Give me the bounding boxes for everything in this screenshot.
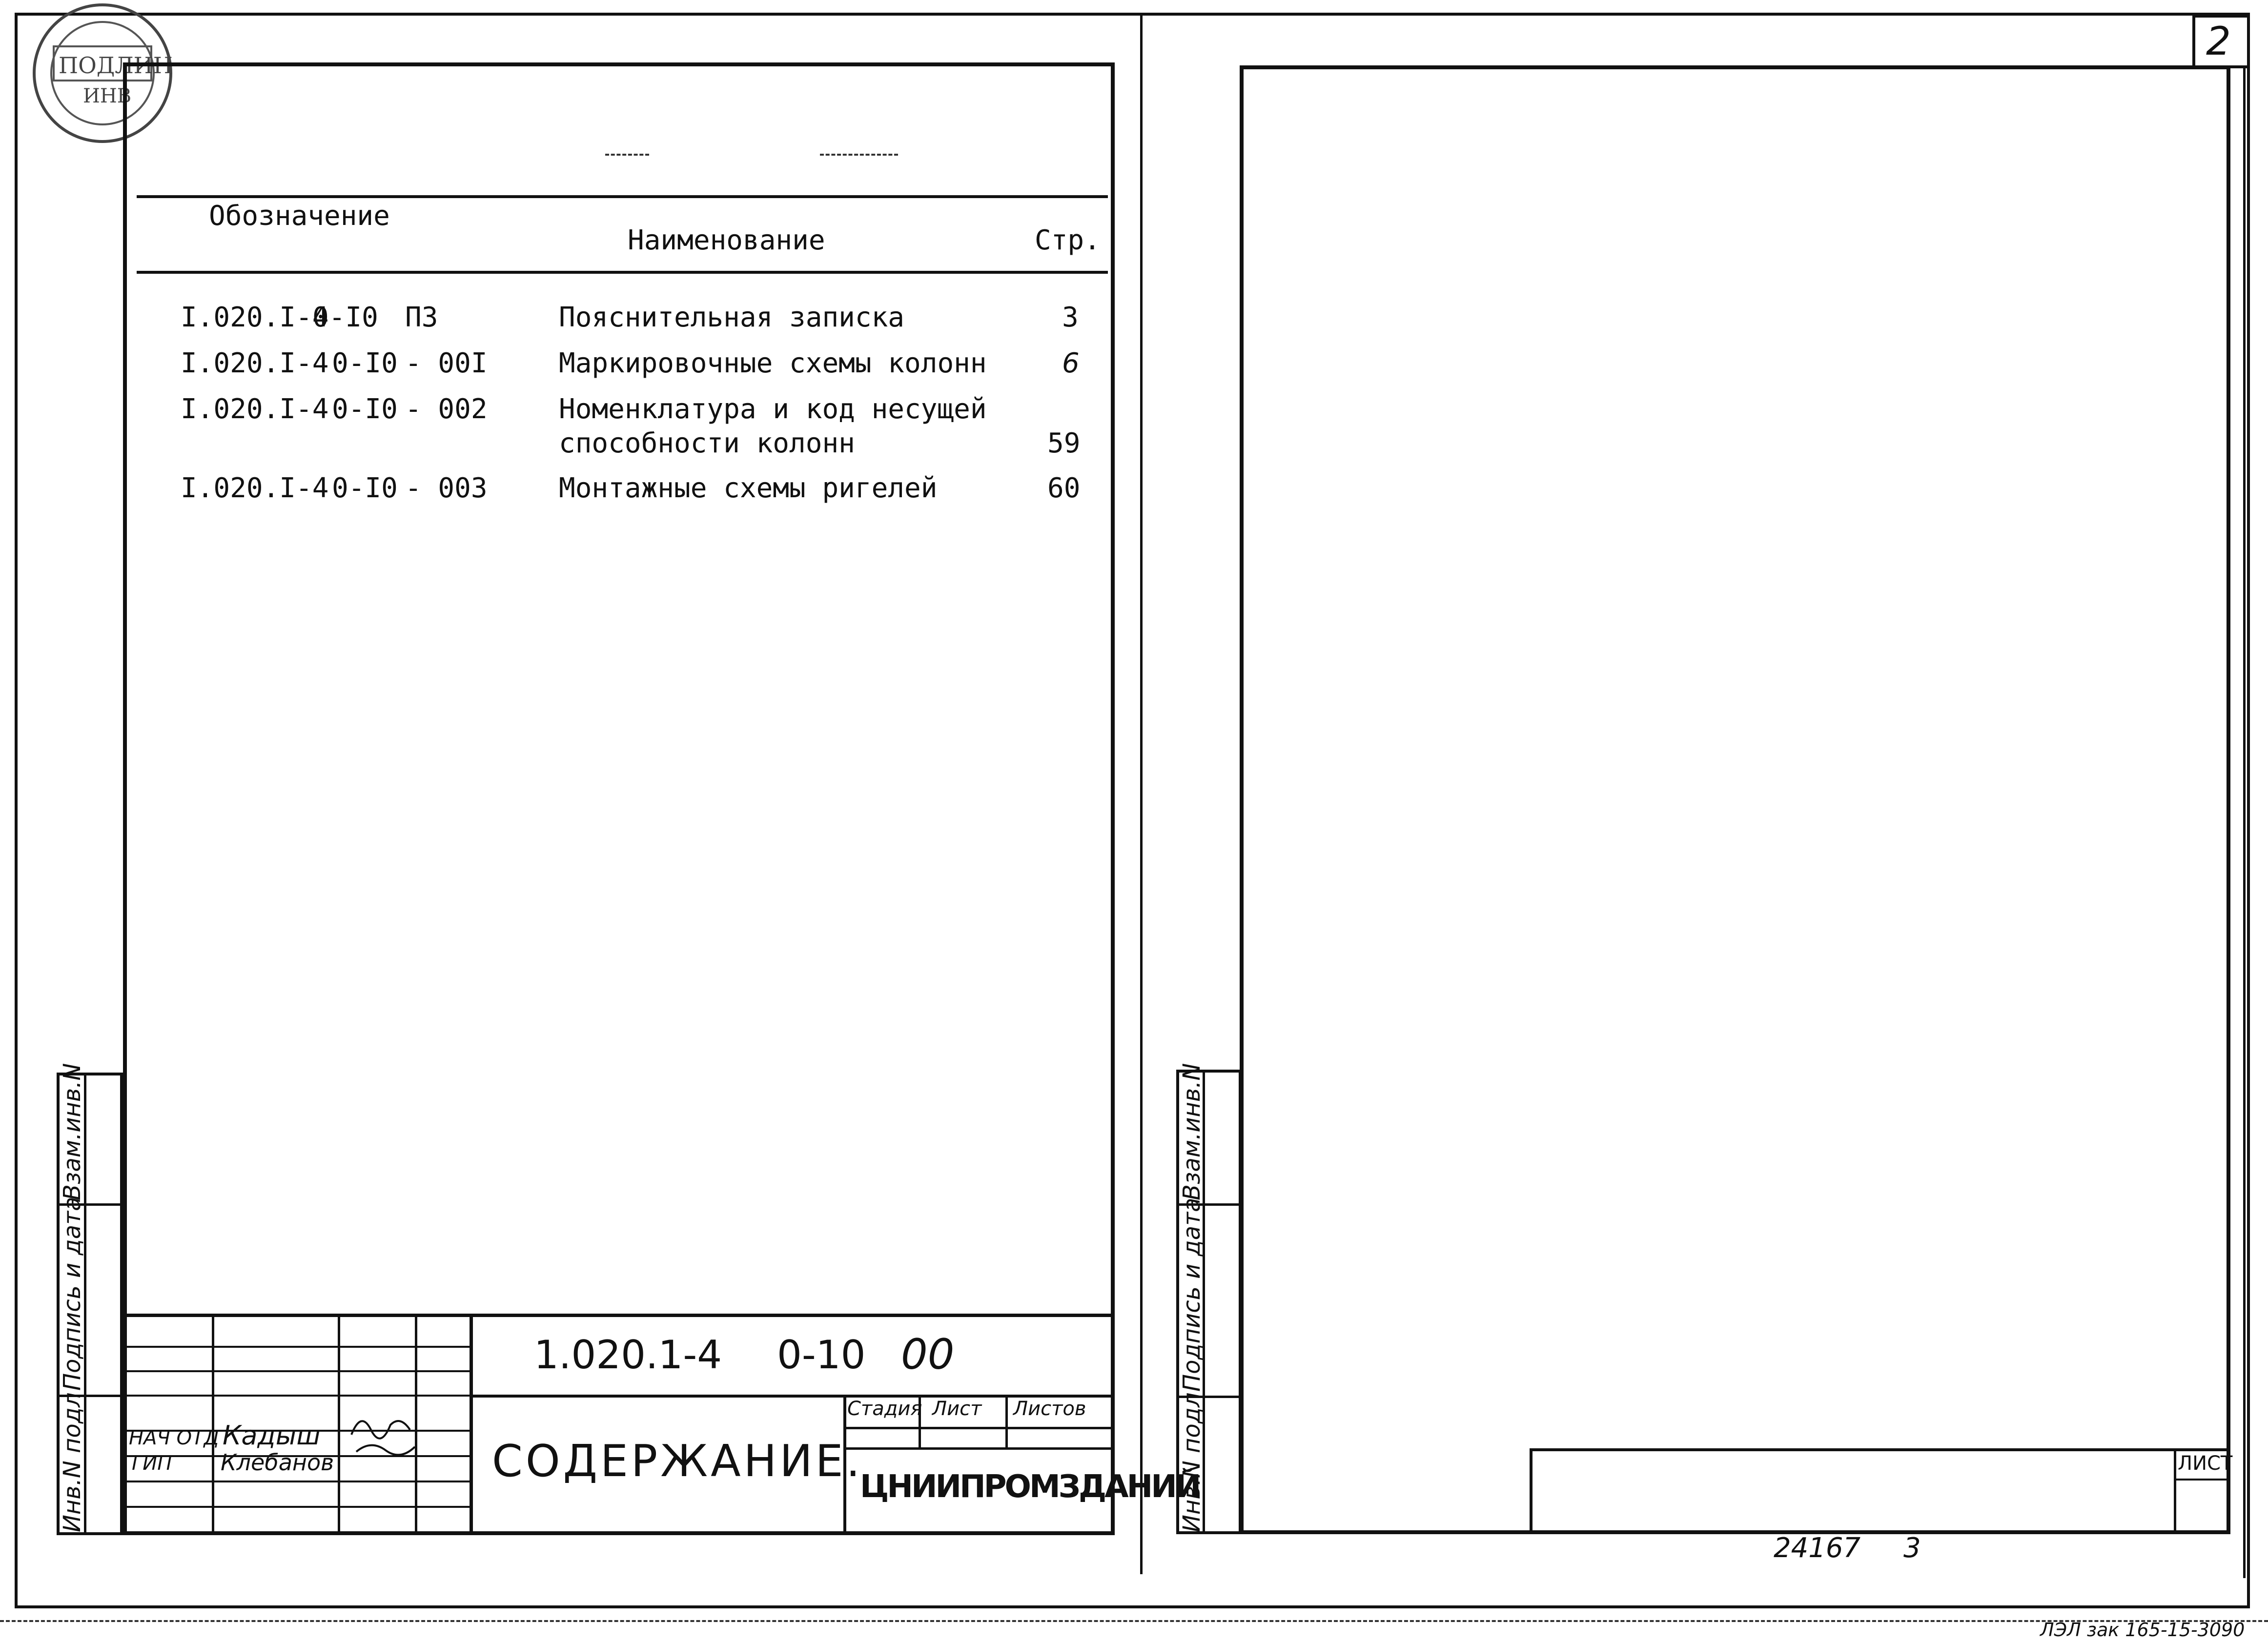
margin-vzam-inv: Взам.инв.N [59,1063,86,1200]
row-page: 3 [1062,302,1079,333]
sig-row-7 [123,1506,472,1508]
row-suffix: ПЗ [405,302,438,333]
center-fold-line [1140,13,1143,1574]
inventory-number: 24167 [1774,1532,1861,1564]
row-name: Пояснительная записка [559,302,905,333]
sig-row-2 [123,1370,472,1372]
right-sheet-outer-right [2243,65,2246,1578]
top-faint-mark-2 [820,154,898,156]
name-klebanov: Клебанов [221,1449,334,1476]
page-border-left [15,13,18,1608]
col-sheet-label: Лист [932,1398,982,1420]
right-margin-podpis-data: Подпись и дата [1178,1197,1206,1392]
organization-name: ЦНИИПРОМЗДАНИЙ [860,1469,1200,1505]
row-name: Номенклатура и код несущей [559,393,987,425]
row-series: 0-I0 [332,393,398,425]
right-list-divider [2174,1448,2176,1534]
right-list-label: ЛИСТ [2178,1452,2233,1475]
row-suffix: - 00I [405,347,488,379]
sig-row-1 [123,1346,472,1348]
svg-text:ИНВ: ИНВ [83,85,132,107]
row-name-continued: способности колонн [559,427,855,459]
row-name: Монтажные схемы ригелей [559,472,938,504]
doc-series: 0-10 [777,1332,866,1378]
print-order-note: ЛЭЛ зак 165-15-3090 [2040,1619,2245,1641]
contents-header-top-rule [137,195,1108,198]
right-title-left-rule [1530,1448,1532,1534]
cut-line [0,1620,2268,1622]
org-divider-horizontal [843,1427,1115,1429]
title-block-top-rule [123,1314,1115,1317]
margin-podpis-data: Подпись и дата [59,1197,86,1391]
right-sheet-frame [1240,65,2233,1534]
row-page: 60 [1047,472,1081,504]
role-gip: ГИП [132,1452,172,1475]
doc-designation: 1.020.1-4 [534,1332,722,1378]
margin-inv-podl: Инв.N подл [59,1392,86,1532]
org-divider-horizontal-2 [843,1447,1115,1450]
doc-title: СОДЕРЖАНИЕ. [492,1436,863,1487]
col-stage-label: Стадия [847,1398,922,1420]
contents-header-bottom-rule [137,271,1108,274]
row-page: 59 [1047,427,1081,459]
row-suffix: - 002 [405,393,488,425]
row-code: I.020.I-4 [181,393,329,425]
row-code: I.020.I-4 [181,347,329,379]
row-suffix: - 003 [405,472,488,504]
page-border-right [2247,13,2250,1608]
row-name: Маркировочные схемы колонн [559,347,987,379]
row-series: 0-I0 [332,347,398,379]
signature-1 [347,1405,420,1461]
right-title-top-rule [1532,1448,2230,1451]
doc-suffix: 00 [901,1330,955,1379]
row-series: 0-I0 [332,472,398,504]
sig-row-3 [123,1395,472,1397]
header-name: Наименование [628,224,825,256]
col-sheets-label: Листов [1013,1398,1086,1420]
sheet-col-divider [1005,1395,1008,1447]
row-code: I.020.I-4 [181,472,329,504]
role-head-of-dept: НАЧ ОТД [129,1427,219,1449]
right-margin-inv-podl: Инв.N подл [1178,1392,1206,1532]
row-page: 6 [1062,347,1080,379]
svg-text:ПОДЛИН: ПОДЛИН [59,52,173,79]
row-series: 0-I0 [312,302,378,333]
header-designation: Обозначение [209,200,390,232]
page-border-top [15,13,2250,16]
sig-row-6 [123,1481,472,1482]
header-page: Стр. [1035,224,1101,256]
right-list-row [2174,1479,2230,1481]
row-code: I.020.I-4 [181,302,329,333]
right-margin-vzam-inv: Взам.инв.N [1178,1063,1206,1200]
inventory-sheet: 3 [1903,1532,1921,1564]
name-kadysh: Кадыш [223,1420,321,1451]
top-faint-mark [605,154,649,156]
sheet-number: 2 [2206,19,2231,64]
page-border-bottom [15,1605,2250,1608]
